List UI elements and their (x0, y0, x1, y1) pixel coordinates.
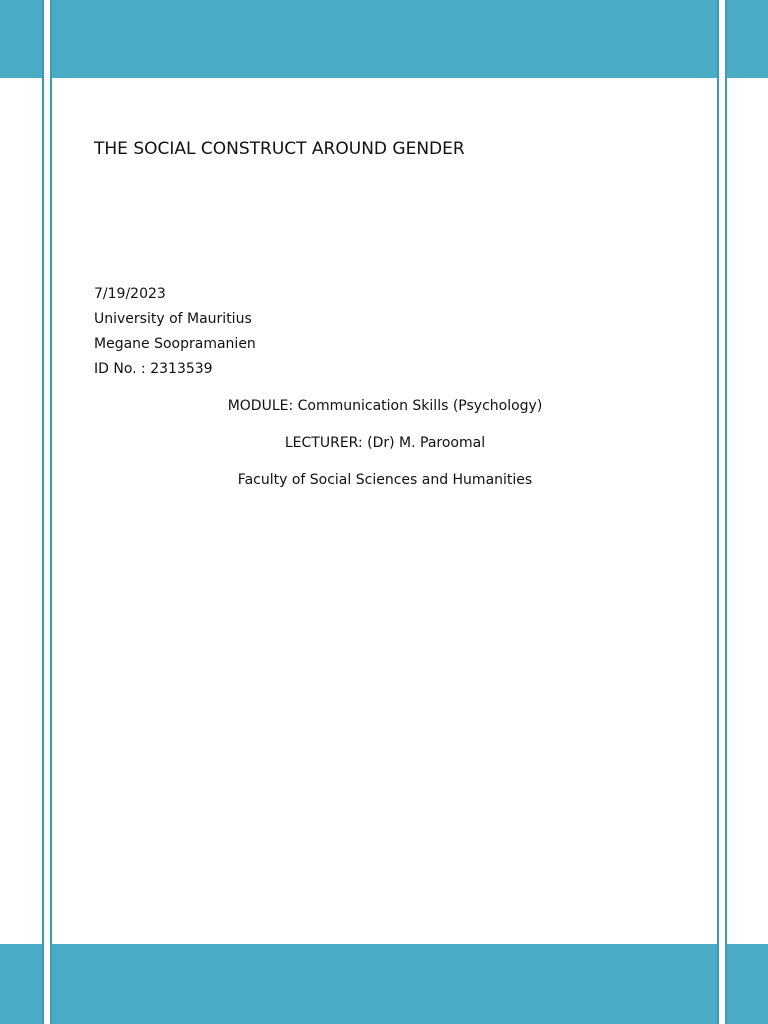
document-date: 7/19/2023 (94, 286, 166, 302)
faculty-line: Faculty of Social Sciences and Humanities (237, 472, 533, 488)
right-top-band (727, 0, 768, 78)
left-bottom-band (0, 944, 42, 1024)
left-top-band (0, 0, 42, 78)
left-rule-outer (42, 0, 44, 1024)
university-name: University of Mauritius (94, 311, 252, 327)
document-title: THE SOCIAL CONSTRUCT AROUND GENDER (94, 139, 465, 159)
module-line: MODULE: Communication Skills (Psychology) (227, 398, 543, 414)
author-name: Megane Soopramanien (94, 336, 256, 352)
header-band (52, 0, 717, 78)
right-rule-inner (717, 0, 719, 1024)
left-decorative-strip (0, 0, 42, 1024)
right-bottom-band (727, 944, 768, 1024)
right-decorative-strip (727, 0, 768, 1024)
student-id: ID No. : 2313539 (94, 361, 213, 377)
footer-band (52, 944, 717, 1024)
lecturer-line: LECTURER: (Dr) M. Paroomal (284, 435, 486, 451)
document-meta (94, 282, 256, 382)
